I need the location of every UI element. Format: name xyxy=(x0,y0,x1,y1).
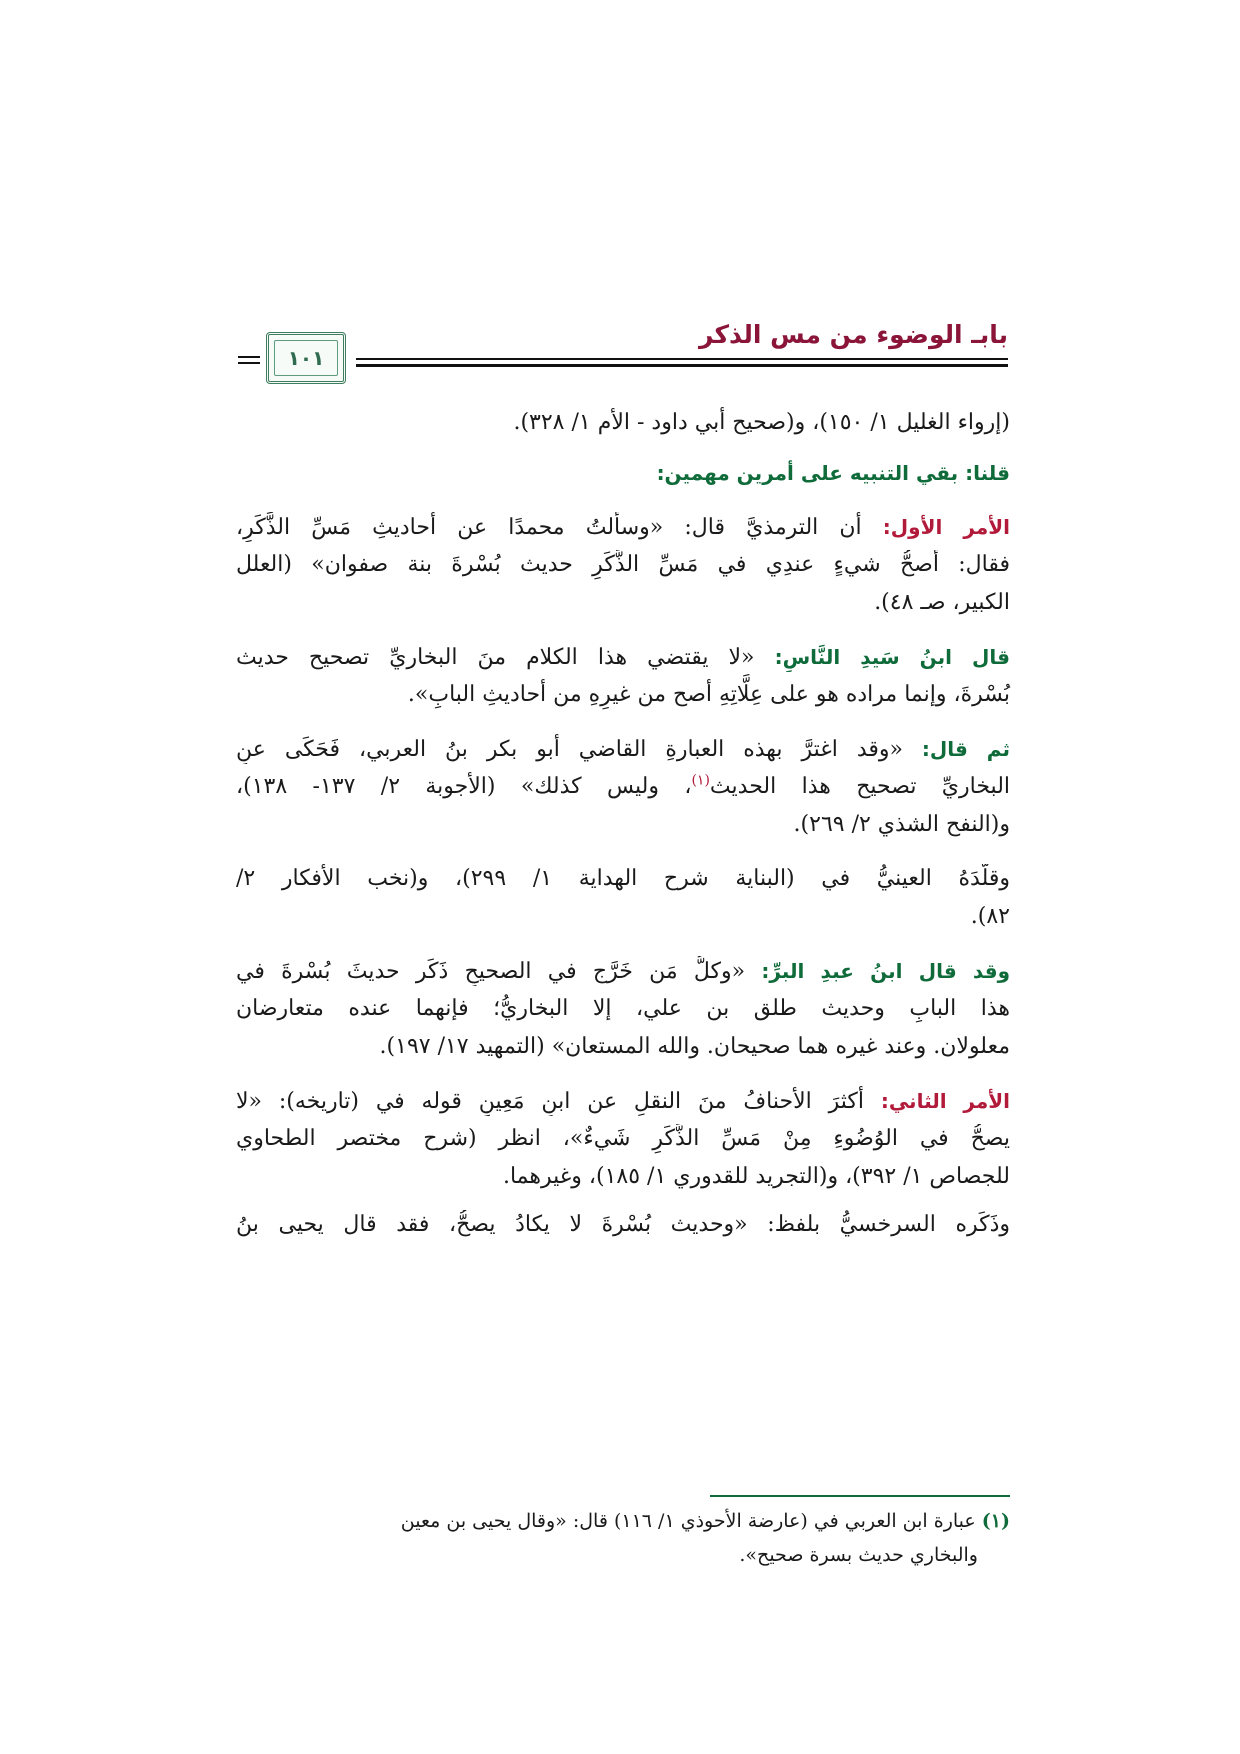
paragraph-line xyxy=(236,642,1010,672)
text-span: أن الترمذيَّ قال: «وسألتُ محمدًا عن أحاديثِ مَسِّ الذَّكَرِ، xyxy=(236,515,883,540)
label-ibn-sayyid: قال ابنُ سَيدِ النَّاسِ: xyxy=(774,645,1010,669)
footnote-ref[interactable]: (١) xyxy=(691,772,710,789)
paragraph-line: هذا البابِ وحديث طلق بن علي، إلا البخاريُّ؛ فإنهما عنده متعارضان xyxy=(236,996,1010,1021)
header-rule xyxy=(238,356,260,358)
text-span: ، وليس كذلك» (الأجوبة ٢/ ١٣٧- ١٣٨)، xyxy=(236,774,692,799)
footnote-1-cont: والبخاري حديث بسرة صحيح». xyxy=(739,1544,978,1566)
paragraph-line: يصحُّ في الوُضُوءِ مِنْ مَسِّ الذَّكَرِ شَيءٌ»، انظر (شرح مختصر الطحاوي xyxy=(236,1126,1010,1151)
paragraph-line: ٨٢). xyxy=(970,904,1010,929)
label-second-matter: الأمر الثاني: xyxy=(880,1089,1010,1113)
paragraph-line: معلولان. وعند غيره هما صحيحان. والله المستعان» (التمهيد ١٧/ ١٩٧). xyxy=(379,1034,1010,1059)
paragraph-line: الكبير، صـ ٤٨). xyxy=(874,590,1010,615)
chapter-title: بابـ الوضوء من مس الذكر xyxy=(698,320,1008,349)
text-span: أكثرَ الأحنافُ منَ النقلِ عن ابنِ مَعِينٍ قوله في (تاريخه): «لا xyxy=(236,1089,881,1114)
header-rule xyxy=(356,358,1008,360)
text-span: «وكلُّ مَن خَرَّج في الصحيحِ ذَكَر حديثَ بُسْرةَ في xyxy=(236,959,762,984)
label-ibn-abd-albar: وقد قال ابنُ عبدِ البرِّ: xyxy=(761,959,1010,983)
paragraph-line: بُسْرةَ، وإنما مراده هو على عِلَّاتِهِ أصح من غيرِهِ من أحاديثِ البابِ». xyxy=(407,682,1010,707)
paragraph-line xyxy=(236,1086,1010,1116)
paragraph-line: وذَكَره السرخسيُّ بلفظ: «وحديث بُسْرةَ لا يكادُ يصحُّ، فقد قال يحيى بنُ xyxy=(236,1212,1010,1237)
paragraph-line: و(النفح الشذي ٢/ ٢٦٩). xyxy=(793,812,1010,837)
paragraph-line: للجصاص ١/ ٣٩٢)، و(التجريد للقدوري ١/ ١٨٥)، وغيرهما. xyxy=(502,1164,1010,1189)
header-rule xyxy=(238,362,260,364)
label-then-said: ثم قال: xyxy=(921,737,1010,761)
footnote-number: (١) xyxy=(981,1510,1010,1532)
heading-text: قلنا: بقي التنبيه على أمرين مهمين: xyxy=(656,461,1010,485)
text-span: «لا يقتضي هذا الكلام منَ البخاريِّ تصحيح حديث xyxy=(236,645,775,670)
paragraph-line xyxy=(236,512,1010,542)
text-span: «وقد اغترَّ بهذه العبارةِ القاضي أبو بكر بنُ العربي، فَحَكَى عنِ xyxy=(236,737,922,762)
paragraph-line: فقال: أصحُّ شيءٍ عندِي في مَسِّ الذَّكَرِ حديث بُسْرةَ بنة صفوان» (العلل xyxy=(236,552,1010,577)
paragraph-line: وقلَّدَهُ العينيُّ في (البناية شرح الهداية ١/ ٢٩٩)، و(نخب الأفكار ٢/ xyxy=(236,866,1010,891)
label-first-matter: الأمر الأول: xyxy=(882,515,1010,539)
text-line: (إرواء الغليل ١/ ١٥٠)، و(صحيح أبي داود - الأم ١/ ٣٢٨). xyxy=(513,410,1010,435)
footnote-1 xyxy=(230,1507,1010,1535)
paragraph-line xyxy=(236,772,1010,802)
page-number: ١٠١ xyxy=(287,346,325,370)
footnote-text: عبارة ابن العربي في (عارضة الأحوذي ١/ ١١٦) قال: «وقال يحيى بن معين xyxy=(400,1510,982,1532)
page-header xyxy=(238,304,1008,386)
section-heading xyxy=(236,458,1010,489)
paragraph-line xyxy=(236,734,1010,764)
footnote-separator xyxy=(710,1495,1010,1497)
paragraph-line xyxy=(236,956,1010,986)
header-rule xyxy=(356,364,1008,367)
text-span: البخاريِّ تصحيح هذا الحديث xyxy=(709,774,1010,799)
page-number-frame xyxy=(266,332,346,384)
